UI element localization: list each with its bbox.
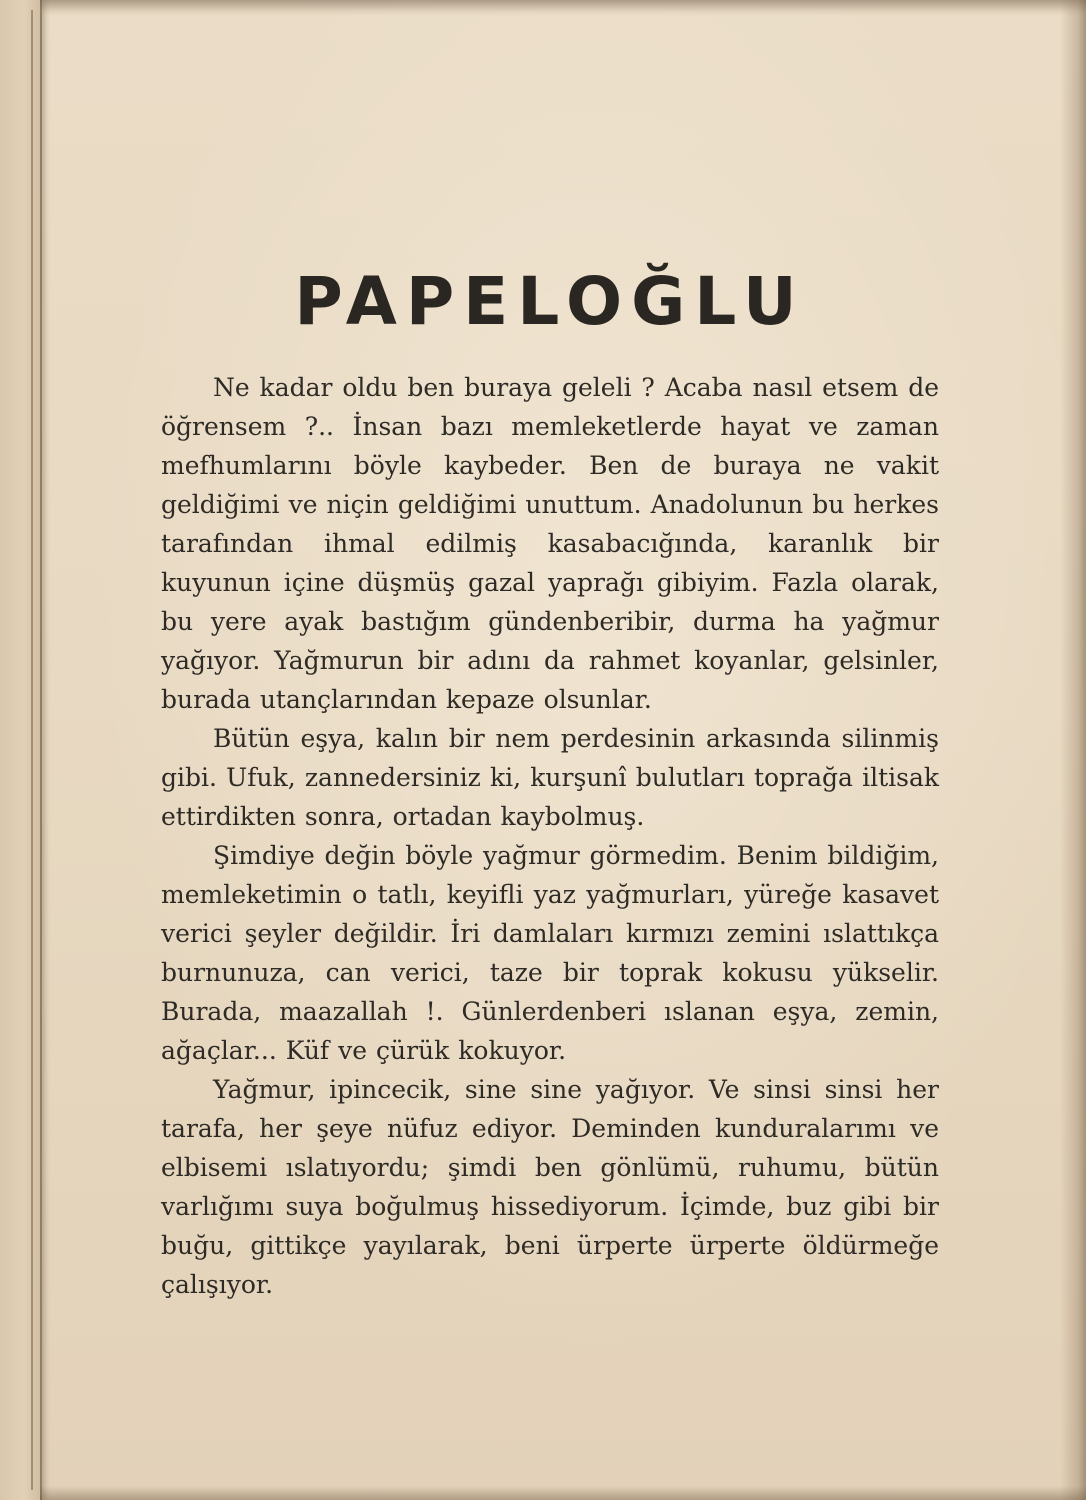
page-top-edge: [40, 0, 1086, 16]
spine-crease: [31, 10, 33, 1490]
book-spine: [0, 0, 42, 1500]
paragraph-1: Ne kadar oldu ben buraya geleli ? Acaba nasıl etsem de öğrensem ?.. İnsan bazı memleketlerde hayat ve zaman mefhumlarını böyle kaybeder. Ben de buraya ne vakit geldiğimi ve niçin geldiğimi unuttum. Anadolunun bu herkes tarafından ihmal edilmiş kasabacığında, karanlık bir kuyunun içine düşmüş gazal yaprağı gibiyim. Fazla olarak, bu yere ayak bastığım gündenberibir, durma ha yağmur yağıyor. Yağmurun bir adını da rahmet koyanlar, gelsinler, burada utançlarından kepaze olsunlar.: [161, 373, 939, 714]
paragraph-2: Bütün eşya, kalın bir nem perdesinin arkasında silinmiş gibi. Ufuk, zannedersiniz ki, kurşunî bulutları toprağa iltisak ettirdikten sonra, ortadan kaybolmuş.: [161, 724, 939, 831]
paragraph-3: Şimdiye değin böyle yağmur görmedim. Benim bildiğim, memleketimin o tatlı, keyifli yaz yağmurları, yüreğe kasavet verici şeyler değildir. İri damlaları kırmızı zemini ıslattıkça burnunuza, can verici, taze bir toprak kokusu yükselir. Burada, maazallah !. Günlerdenberi ıslanan eşya, zemin, ağaçlar... Küf ve çürük kokuyor.: [161, 841, 939, 1065]
paragraph-4: Yağmur, ipincecik, sine sine yağıyor. Ve sinsi sinsi her tarafa, her şeye nüfuz ediyor. Deminden kunduralarımı ve elbisemi ıslatıyordu; şimdi ben gönlümü, ruhumu, bütün varlığımı suya boğulmuş hissediyorum. İçimde, buz gibi bir buğu, gittikçe yayılarak, beni ürperte ürperte öldürmeğe çalışıyor.: [161, 1075, 939, 1299]
page-bottom-edge: [40, 1486, 1086, 1500]
chapter-body: [161, 368, 939, 1304]
chapter-title: PAPELOĞLU: [294, 263, 806, 340]
page-right-edge: [1060, 0, 1086, 1500]
